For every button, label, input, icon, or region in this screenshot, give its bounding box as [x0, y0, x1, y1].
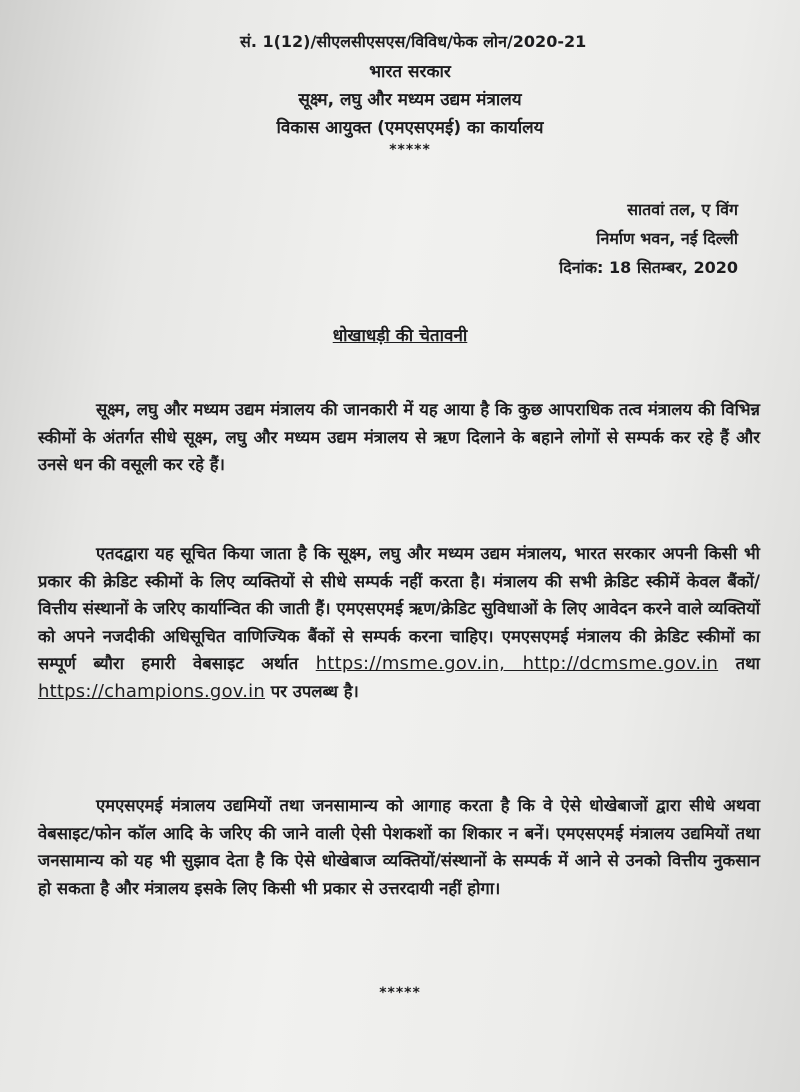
letter-date: दिनांक: 18 सितम्बर, 2020: [559, 258, 738, 277]
letter-header: [200, 30, 620, 158]
paragraph-2: [38, 540, 760, 705]
government-name: भारत सरकार: [369, 62, 451, 82]
ministry-name: सूक्ष्म, लघु और मध्यम उद्यम मंत्रालय: [298, 90, 522, 110]
paragraph-2-text: एतदद्वारा यह सूचित किया जाता है कि सूक्ष्म, लघु और मध्यम उद्यम मंत्रालय, भारत सरकार अपनी किसी भी प्रकार की क्रेडिट स्कीमों के लिए व्यक्तियों से सीधे सम्पर्क नहीं करता है। मंत्रालय की सभी क्रेडिट स्कीमें केवल बैंकों/वित्तीय संस्थानों के जरिए कार्यान्वित की जाती हैं। एमएसएमई ऋण/क्रेडिट सुविधाओं के लिए आवेदन करने वाले व्यक्तियों को अपने नजदीकी अधिसूचित वाणिज्यिक बैंकों से सम्पर्क करना चाहिए। एमएसएमई मंत्रालय की क्रेडिट स्कीमों का सम्पूर्ण ब्यौरा हमारी वेबसाइट अर्थात: [38, 544, 760, 673]
office-name: विकास आयुक्त (एमएसएमई) का कार्यालय: [276, 118, 544, 138]
subject-heading: धोखाधड़ी की चेतावनी: [332, 326, 468, 346]
reference-number: सं. 1(12)/सीएलसीएसएस/विविध/फेक लोन/2020-21: [240, 32, 587, 51]
address-floor: सातवां तल, ए विंग: [627, 200, 738, 219]
website-links: https://msme.gov.in, http://dcmsme.gov.in: [315, 653, 719, 674]
paragraph-2-conjunction: तथा: [735, 654, 760, 673]
header-separator: *****: [389, 142, 431, 158]
address-block: [559, 195, 738, 282]
paragraph-3: एमएसएमई मंत्रालय उद्यमियों तथा जनसामान्य को आगाह करता है कि वे ऐसे धोखेबाजों द्वारा सीधे अथवा वेबसाइट/फोन कॉल आदि के जरिए की जाने वाली ऐसी पेशकशों का शिकार न बनें। एमएसएमई मंत्रालय उद्यमियों तथा जनसामान्य को यह भी सुझाव देता है कि ऐसे धोखेबाज व्यक्तियों/संस्थानों के सम्पर्क में आने से उनको वित्तीय नुकसान हो सकता है और मंत्रालय इसके लिए किसी भी प्रकार से उत्तरदायी नहीं होगा।: [38, 796, 760, 898]
footer-separator: *****: [379, 985, 421, 1001]
champions-link: https://champions.gov.in: [38, 680, 265, 702]
address-building: निर्माण भवन, नई दिल्ली: [596, 229, 738, 248]
paragraph-1: सूक्ष्म, लघु और मध्यम उद्यम मंत्रालय की जानकारी में यह आया है कि कुछ आपराधिक तत्व मंत्रालय की विभिन्न स्कीमों के अंतर्गत सीधे सूक्ष्म, लघु और मध्यम उद्यम मंत्रालय से ऋण दिलाने के बहाने लोगों से सम्पर्क कर रहे हैं और उनसे धन की वसूली कर रहे हैं।: [38, 400, 760, 474]
paragraph-2-end: पर उपलब्ध है।: [270, 681, 359, 701]
